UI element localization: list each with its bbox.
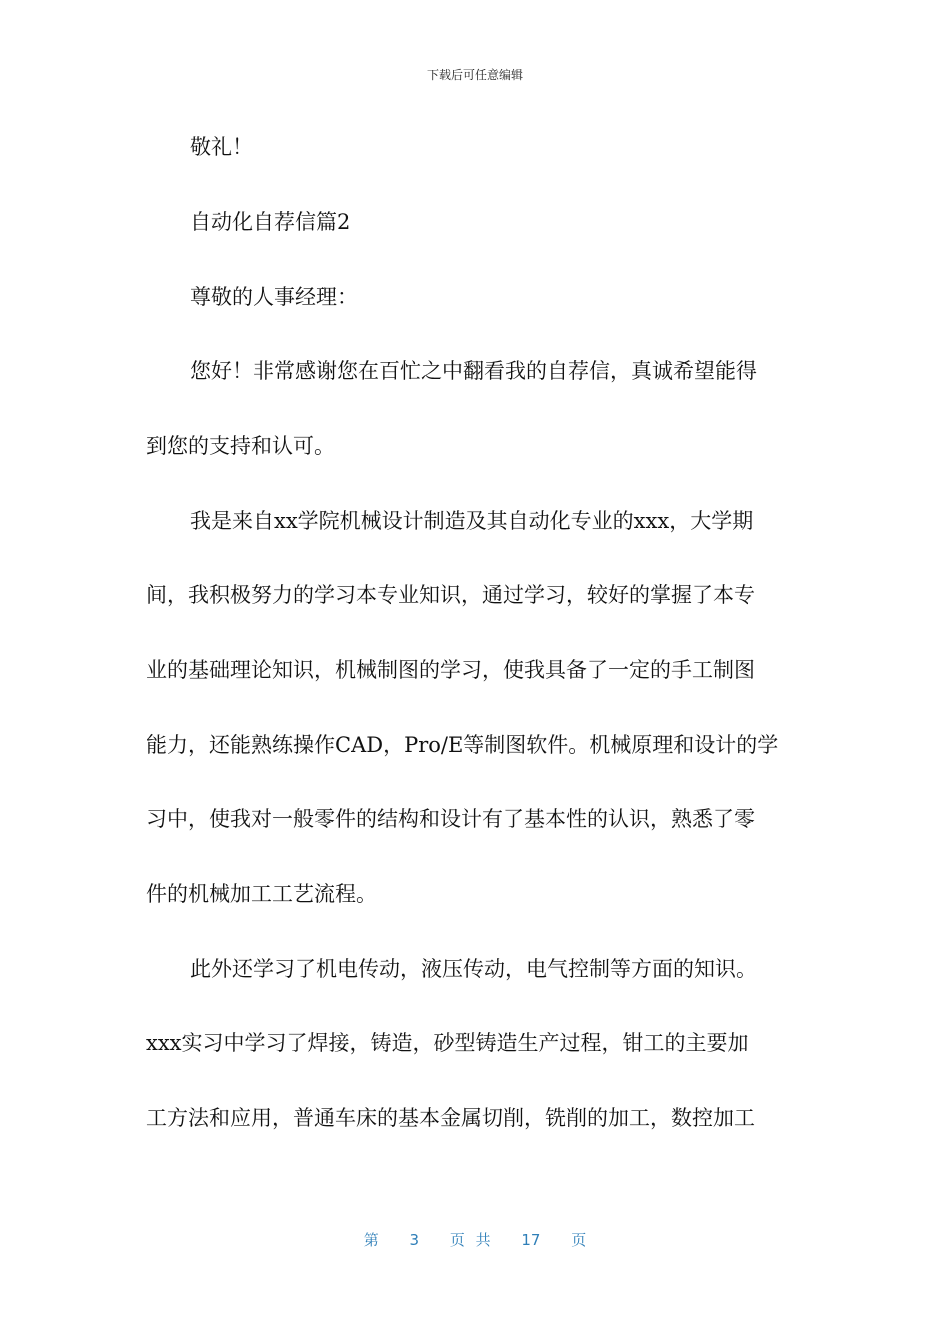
footer-suffix: 页 <box>571 1231 587 1249</box>
paragraph-line: xxx实习中学习了焊接，铸造，砂型铸造生产过程，钳工的主要加 <box>146 1031 749 1055</box>
paragraph-line: 我是来自xx学院机械设计制造及其自动化专业的xxx，大学期 <box>190 509 754 533</box>
paragraph-line: 到您的支持和认可。 <box>146 434 335 458</box>
footer-total-pages: 17 <box>521 1231 541 1249</box>
paragraph-line: 业的基础理论知识，机械制图的学习，使我具备了一定的手工制图 <box>146 658 755 682</box>
paragraph-line: 此外还学习了机电传动，液压传动，电气控制等方面的知识。 <box>190 957 757 981</box>
paragraph-line: 习中，使我对一般零件的结构和设计有了基本性的认识，熟悉了零 <box>146 807 755 831</box>
paragraph-line: 工方法和应用，普通车床的基本金属切削，铣削的加工，数控加工 <box>146 1106 755 1130</box>
paragraph-line: 能力，还能熟练操作CAD，Pro/E等制图软件。机械原理和设计的学 <box>146 733 779 757</box>
paragraph-line: 件的机械加工工艺流程。 <box>146 882 377 906</box>
footer-prefix: 第 <box>363 1231 379 1249</box>
footer-page-number: 3 <box>409 1231 420 1249</box>
closing-salutation: 敬礼！ <box>190 135 253 159</box>
section-title: 自动化自荐信篇2 <box>190 210 351 234</box>
paragraph-line: 间，我积极努力的学习本专业知识，通过学习，较好的掌握了本专 <box>146 583 755 607</box>
page-header-note: 下载后可任意编辑 <box>426 68 523 82</box>
greeting-line: 尊敬的人事经理： <box>190 285 358 309</box>
page-footer <box>0 1229 950 1250</box>
footer-middle: 页 共 <box>449 1231 491 1249</box>
paragraph-line: 您好！非常感谢您在百忙之中翻看我的自荐信，真诚希望能得 <box>190 359 757 383</box>
